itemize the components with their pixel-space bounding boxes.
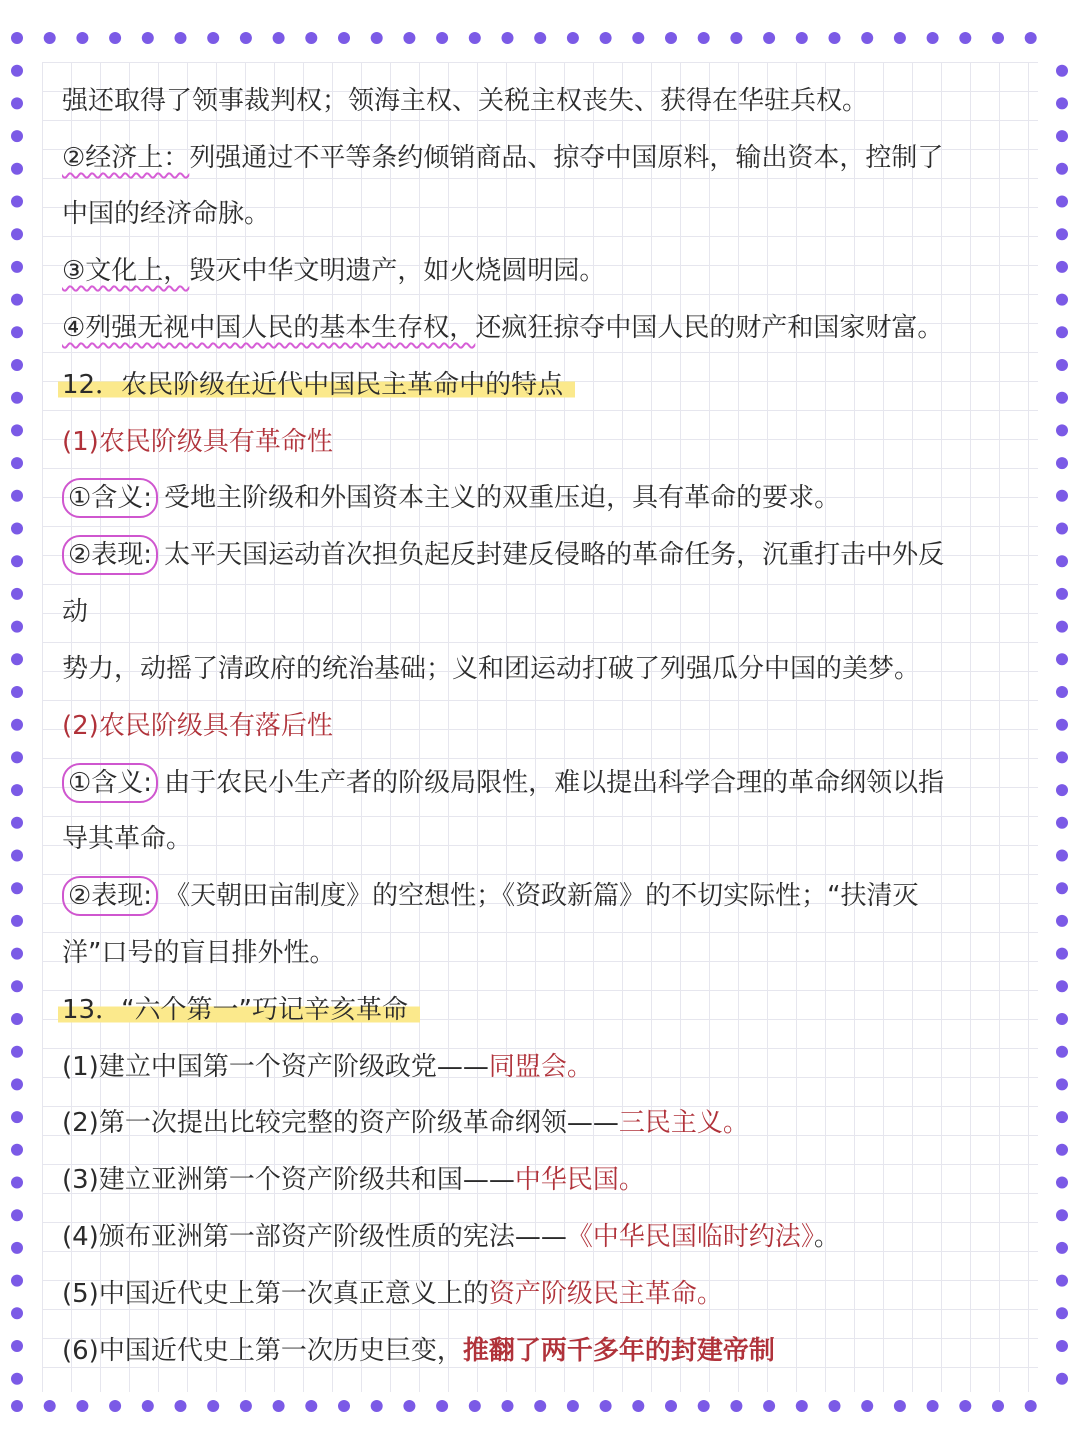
list-item: (6)中国近代史上第一次历史巨变，推翻了两千多年的封建帝制 (62, 1336, 775, 1366)
text-line: 洋”口号的盲目排外性。 (62, 938, 336, 968)
highlighted-heading: 12．农民阶级在近代中国民主革命中的特点 (58, 370, 575, 400)
wavy-mark: ④列强无视中国人民的基本生存权， (62, 313, 476, 343)
border-dot (469, 32, 481, 44)
border-dot (1056, 1275, 1068, 1287)
text-line: ②经济上：列强通过不平等条约倾销商品、掠夺中国原料，输出资本，控制了 (62, 143, 944, 173)
border-dot (11, 882, 23, 894)
border-dot (11, 1078, 23, 1090)
text-line: 强还取得了领事裁判权；领海主权、关税主权丧失、获得在华驻兵权。 (62, 86, 869, 116)
text-line: 势力，动摇了清政府的统治基础；义和团运动打破了列强瓜分中国的美梦。 (62, 654, 921, 684)
border-dot (403, 32, 415, 44)
border-dot (502, 32, 514, 44)
text-line: ③文化上，毁灭中华文明遗产，如火烧圆明园。 (62, 256, 606, 286)
border-dot (11, 1111, 23, 1123)
border-dot (11, 1242, 23, 1254)
list-item: (4)颁布亚洲第一部资产阶级性质的宪法——《中华民国临时约法》。 (62, 1222, 840, 1252)
border-dot (11, 686, 23, 698)
text-line: 动 (62, 597, 89, 627)
border-dot (1056, 65, 1068, 77)
border-dot (1056, 1013, 1068, 1025)
border-dot (894, 1400, 906, 1412)
border-dot (632, 1400, 644, 1412)
border-dot (11, 424, 23, 436)
border-dot (1056, 751, 1068, 763)
text-line: ②表现: 《天朝田亩制度》的空想性；《资政新篇》的不切实际性；“扶清灭 (62, 874, 1022, 918)
border-dot (11, 523, 23, 535)
border-dot (1056, 817, 1068, 829)
border-dot (11, 261, 23, 273)
border-dot (11, 392, 23, 404)
border-dot (1056, 392, 1068, 404)
subheading-backward: (2)农民阶级具有落后性 (62, 711, 333, 741)
section-heading-12 (62, 363, 1022, 407)
border-dot (11, 1046, 23, 1058)
border-dot (502, 1400, 514, 1412)
border-dot (11, 719, 23, 731)
border-dot (698, 1400, 710, 1412)
border-dot (927, 32, 939, 44)
border-dot (1056, 97, 1068, 109)
border-dot (11, 65, 23, 77)
border-dot (371, 1400, 383, 1412)
border-dot (1056, 1209, 1068, 1221)
border-dot (11, 784, 23, 796)
border-dot (11, 1144, 23, 1156)
border-dot (11, 621, 23, 633)
border-dot (829, 32, 841, 44)
border-dot (730, 1400, 742, 1412)
border-dot (796, 1400, 808, 1412)
border-dot (175, 1400, 187, 1412)
border-dot (665, 32, 677, 44)
border-dot (1056, 948, 1068, 960)
border-dot (11, 980, 23, 992)
border-dot (534, 32, 546, 44)
border-dot (207, 32, 219, 44)
border-dot (11, 1275, 23, 1287)
border-dot (11, 653, 23, 665)
border-dot (927, 1400, 939, 1412)
border-dot (763, 1400, 775, 1412)
border-dot (1025, 32, 1037, 44)
border-dot (11, 97, 23, 109)
wavy-mark: ②经济上： (62, 143, 190, 173)
border-dot (11, 588, 23, 600)
border-dot (1056, 719, 1068, 731)
border-dot (11, 751, 23, 763)
border-dot (371, 32, 383, 44)
border-dot (11, 130, 23, 142)
border-dot (992, 32, 1004, 44)
text-line: ②表现: 太平天国运动首次担负起反封建反侵略的革命任务，沉重打击中外反 (62, 533, 1022, 577)
border-dot (1056, 882, 1068, 894)
border-dot (1056, 1046, 1068, 1058)
border-dot (1056, 457, 1068, 469)
border-dot (11, 163, 23, 175)
border-dot (1056, 588, 1068, 600)
border-dot (1056, 261, 1068, 273)
border-dot (76, 32, 88, 44)
text-line: 中国的经济命脉。 (62, 199, 271, 229)
border-dot (11, 228, 23, 240)
border-dot (142, 1400, 154, 1412)
border-dot (76, 1400, 88, 1412)
border-dot (959, 32, 971, 44)
border-dot (698, 32, 710, 44)
border-dot (600, 1400, 612, 1412)
border-dot (1056, 653, 1068, 665)
border-dot (796, 32, 808, 44)
list-item: (5)中国近代史上第一次真正意义上的资产阶级民主革命。 (62, 1279, 723, 1309)
border-dot (436, 1400, 448, 1412)
border-dot (861, 32, 873, 44)
border-dot (567, 1400, 579, 1412)
border-dot (142, 32, 154, 44)
border-dot (109, 32, 121, 44)
border-dot (240, 1400, 252, 1412)
border-dot (11, 915, 23, 927)
border-dot (1056, 1111, 1068, 1123)
border-dot (207, 1400, 219, 1412)
border-dot (11, 359, 23, 371)
border-dot (1056, 1078, 1068, 1090)
border-dot (894, 32, 906, 44)
border-dot (1056, 850, 1068, 862)
border-dot (1056, 621, 1068, 633)
border-dot (1056, 294, 1068, 306)
border-dot (338, 32, 350, 44)
boxed-label: ②表现: (62, 535, 158, 575)
border-dot (11, 817, 23, 829)
border-dot (1056, 196, 1068, 208)
border-dot (992, 1400, 1004, 1412)
boxed-label: ②表现: (62, 876, 158, 916)
border-dot (1056, 424, 1068, 436)
border-dot (1056, 1144, 1068, 1156)
border-dot (469, 1400, 481, 1412)
text-line: ④列强无视中国人民的基本生存权，还疯狂掠夺中国人民的财产和国家财富。 (62, 313, 944, 343)
border-dot (11, 294, 23, 306)
border-dot (1025, 1400, 1037, 1412)
border-dot (436, 32, 448, 44)
border-dot (1056, 980, 1068, 992)
border-dot (11, 196, 23, 208)
border-dot (1056, 326, 1068, 338)
text-line: ①含义: 由于农民小生产者的阶级局限性，难以提出科学合理的革命纲领以指 (62, 761, 1022, 805)
border-dot (665, 1400, 677, 1412)
border-dot (1056, 1242, 1068, 1254)
text-line: 导其革命。 (62, 824, 193, 854)
border-dot (1056, 1177, 1068, 1189)
text-line: ①含义: 受地主阶级和外国资本主义的双重压迫，具有革命的要求。 (62, 476, 1022, 520)
border-dot (11, 1373, 23, 1385)
border-dot (829, 1400, 841, 1412)
border-dot (11, 457, 23, 469)
border-dot (632, 32, 644, 44)
border-dot (11, 1340, 23, 1352)
border-dot (338, 1400, 350, 1412)
subheading-revolutionary: (1)农民阶级具有革命性 (62, 427, 333, 457)
border-dot (11, 1209, 23, 1221)
border-dot (1056, 228, 1068, 240)
border-dot (534, 1400, 546, 1412)
border-dot (44, 1400, 56, 1412)
list-item: (3)建立亚洲第一个资产阶级共和国——中华民国。 (62, 1165, 645, 1195)
border-dot (861, 1400, 873, 1412)
border-dot (1056, 784, 1068, 796)
border-dot (11, 32, 23, 44)
border-dot (273, 1400, 285, 1412)
border-dot (1056, 490, 1068, 502)
border-dot (567, 32, 579, 44)
wavy-mark: ③文化上， (62, 256, 190, 286)
border-dot (600, 32, 612, 44)
border-dot (959, 1400, 971, 1412)
list-item: (1)建立中国第一个资产阶级政党——同盟会。 (62, 1052, 593, 1082)
border-dot (11, 1177, 23, 1189)
border-dot (1056, 1340, 1068, 1352)
border-dot (175, 32, 187, 44)
border-dot (11, 490, 23, 502)
border-dot (11, 555, 23, 567)
border-dot (730, 32, 742, 44)
border-dot (1056, 686, 1068, 698)
border-dot (1056, 359, 1068, 371)
border-dot (1056, 1307, 1068, 1319)
border-dot (1056, 1373, 1068, 1385)
border-dot (305, 32, 317, 44)
border-dot (305, 1400, 317, 1412)
border-dot (1056, 130, 1068, 142)
border-dot (11, 326, 23, 338)
border-dot (1056, 163, 1068, 175)
highlighted-heading: 13．“六个第一”巧记辛亥革命 (58, 995, 420, 1025)
border-dot (403, 1400, 415, 1412)
border-dot (1056, 915, 1068, 927)
list-item: (2)第一次提出比较完整的资产阶级革命纲领——三民主义。 (62, 1108, 749, 1138)
border-dot (1056, 523, 1068, 535)
section-heading-13 (62, 988, 1022, 1032)
border-dot (1056, 555, 1068, 567)
border-dot (240, 32, 252, 44)
border-dot (11, 1013, 23, 1025)
border-dot (109, 1400, 121, 1412)
border-dot (763, 32, 775, 44)
boxed-label: ①含义: (62, 478, 158, 518)
border-dot (11, 948, 23, 960)
border-dot (44, 32, 56, 44)
border-dot (273, 32, 285, 44)
boxed-label: ①含义: (62, 763, 158, 803)
border-dot (11, 1307, 23, 1319)
border-dot (11, 850, 23, 862)
border-dot (11, 1400, 23, 1412)
